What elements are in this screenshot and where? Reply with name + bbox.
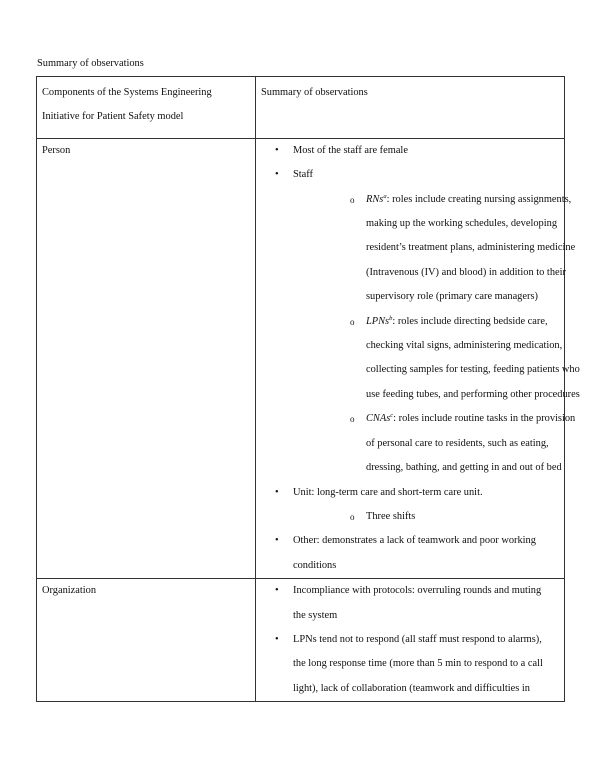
header-summary-text: Summary of observations [261, 87, 368, 98]
list-item: o LPNs$^b$: roles include directing bedside care, checking vital signs, administering medication, collecting samples for testing, feeding patients who use feeding tubes, and performing other procedures [293, 310, 564, 408]
header-cell-components [37, 77, 256, 139]
header-cell-summary [256, 77, 565, 139]
list-item: • Incompliance with protocols: overruling rounds and muting the system [256, 579, 564, 628]
row-label-cell-person [37, 138, 256, 578]
table-row-person [37, 138, 565, 578]
list-item: • LPNs tend not to respond (all staff must respond to alarms), the long response time (more than 5 min to respond to a call light), lack of collaboration (teamwork and difficulties in [256, 628, 564, 701]
header-components-line-1: Components of the Systems Engineering [42, 87, 212, 98]
staff-sub-list [293, 188, 580, 481]
list-item: o RNs$^a$: roles include creating nursing assignments, making up the working schedules, developing resident’s treatment plans, administering medicine (Intravenous (IV) and blood) in addition to their supervisory role (primary care managers) [293, 188, 564, 310]
table-row-organization [37, 579, 565, 702]
list-item: • Other: demonstrates a lack of teamwork and poor working conditions [256, 529, 564, 578]
organization-observations-cell [256, 579, 565, 702]
table-caption: Summary of observations [37, 58, 144, 69]
unit-sub-list [293, 505, 564, 529]
table-header-row [37, 77, 565, 139]
person-observations-cell [256, 138, 580, 578]
list-item: • Most of the staff are female [256, 139, 564, 163]
row-label-cell-organization [37, 579, 256, 702]
cna-abbr: CNAs [366, 413, 391, 425]
header-components-line-2: Initiative for Patient Safety model [42, 111, 184, 123]
list-item: o Three shifts [293, 505, 564, 529]
rn-abbr: RNs [366, 193, 384, 205]
row-label-person: Person [42, 144, 71, 156]
observations-table [36, 76, 580, 702]
organization-bullet-list [256, 579, 564, 701]
list-item: • Unit: long-term care and short-term care unit. o Three shifts [256, 481, 564, 530]
row-label-organization: Organization [42, 585, 97, 597]
person-bullet-list [256, 139, 580, 578]
list-item: • Staff o RNs$^a$: roles include creating nursing assignments, making up the working schedules, developing resident’s treatment plans, administering medicine (Intravenous (IV) and blood) in addition to their supervisory role (primary care managers) o LPNs$^b$: roles include directing bedside care, checking vital signs, administering medication, collecting samples for testing, feeding patients who use feeding tubes, and performing other procedures o CNAs$^c$: roles include routine tasks in the provision of personal care to residents, such as eating, dressing, bathing, and getting in and out of bed [256, 163, 564, 480]
list-item: o CNAs$^c$: roles include routine tasks in the provision of personal care to residents, such as eating, dressing, bathing, and getting in and out of bed [293, 407, 564, 480]
lpn-abbr: LPNs [366, 315, 390, 327]
